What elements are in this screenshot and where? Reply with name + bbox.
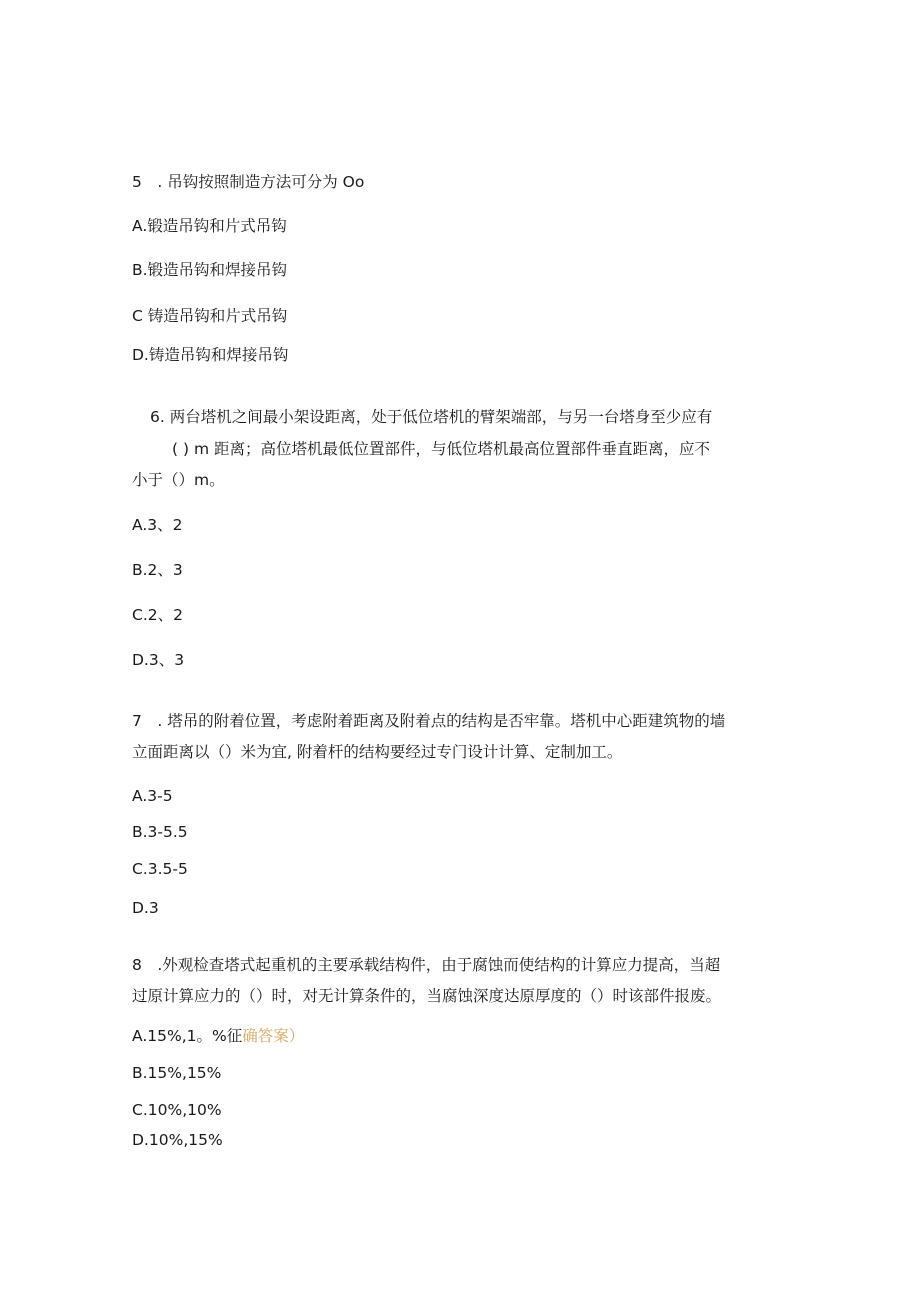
q7-stem-line-2: 立面距离以（）米为宜, 附着杆的结构要经过专门设计计算、定制加工。 (132, 743, 623, 761)
q6-stem-line-1: 6. 两台塔机之间最小架设距离，处于低位塔机的臂架端部，与另一台塔身至少应有 (150, 408, 713, 426)
q6-option-b: B.2、3 (132, 561, 183, 579)
q6-stem-line-3: 小于（）m。 (132, 471, 225, 489)
q7-option-a: A.3-5 (132, 787, 173, 805)
q7-option-c: C.3.5-5 (132, 860, 188, 878)
q6-option-c: C.2、2 (132, 606, 183, 624)
q7-option-d: D.3 (132, 899, 159, 917)
q5-option-a: A.锻造吊钩和片式吊钩 (132, 217, 287, 235)
q8-option-a-text: A.15%,1。%征 (132, 1027, 243, 1045)
q8-option-c: C.10%,10% (132, 1101, 222, 1119)
q7-option-b: B.3-5.5 (132, 823, 188, 841)
q5-option-c: C 铸造吊钩和片式吊钩 (132, 307, 288, 325)
q6-option-a: A.3、2 (132, 516, 183, 534)
q8-stem-line-1: 8 .外观检查塔式起重机的主要承载结构件，由于腐蚀而使结构的计算应力提高，当超 (132, 956, 721, 974)
q5-stem: 5 . 吊钩按照制造方法可分为 Oo (132, 173, 365, 191)
q5-option-b: B.锻造吊钩和焊接吊钩 (132, 261, 288, 279)
q8-answer-note: 确答案） (242, 1027, 305, 1045)
q6-stem-line-2: ( ) m 距离；高位塔机最低位置部件，与低位塔机最高位置部件垂直距离，应不 (172, 440, 710, 458)
q5-option-d: D.铸造吊钩和焊接吊钩 (132, 346, 289, 364)
q8-option-d: D.10%,15% (132, 1131, 223, 1149)
q8-option-a (132, 1026, 304, 1046)
q6-option-d: D.3、3 (132, 651, 185, 669)
q7-stem-line-1: 7 . 塔吊的附着位置，考虑附着距离及附着点的结构是否牢靠。塔机中心距建筑物的墙 (132, 712, 726, 730)
q8-stem-line-2: 过原计算应力的（）时，对无计算条件的，当腐蚀深度达原厚度的（）时该部件报废。 (132, 987, 722, 1005)
q8-option-b: B.15%,15% (132, 1064, 222, 1082)
